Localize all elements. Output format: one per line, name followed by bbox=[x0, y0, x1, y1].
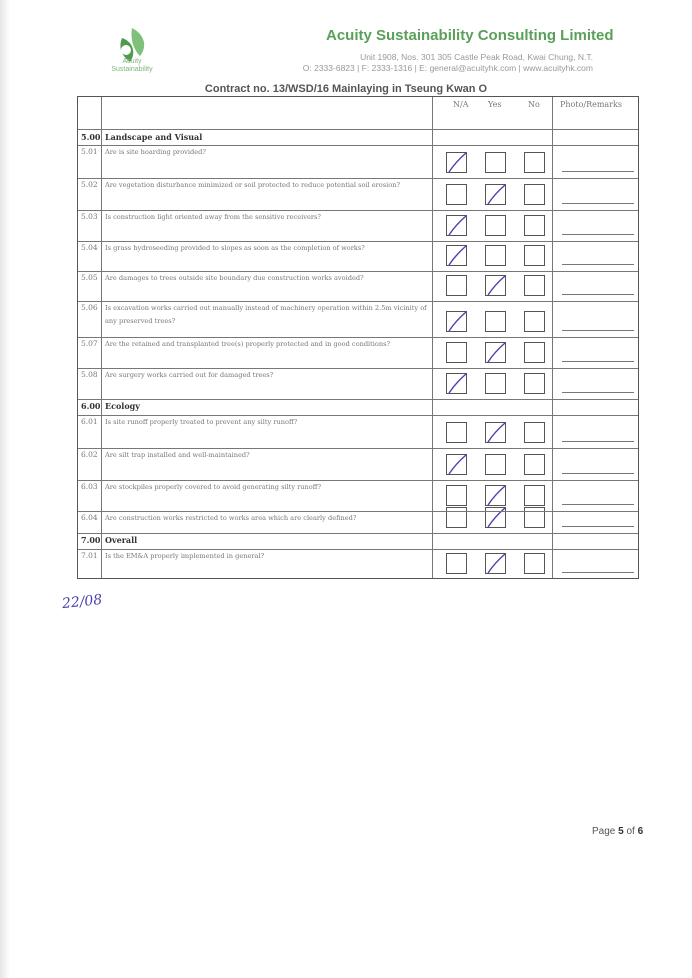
checklist-row bbox=[78, 368, 638, 399]
pen-tick-icon bbox=[445, 150, 469, 176]
row-divider bbox=[78, 337, 638, 338]
contract-title: Contract no. 13/WSD/16 Mainlaying in Tseung Kwan O bbox=[204, 83, 488, 95]
row-divider bbox=[78, 549, 638, 550]
item-number: 6.01 bbox=[81, 417, 98, 426]
checkbox-yes[interactable] bbox=[485, 342, 506, 363]
row-divider bbox=[78, 511, 638, 512]
item-question: Is the EM&A properly implemented in general? bbox=[105, 552, 265, 560]
row-divider bbox=[78, 210, 638, 211]
company-name: Acuity Sustainability Consulting Limited bbox=[326, 27, 614, 44]
section-row bbox=[78, 533, 638, 549]
remarks-line[interactable] bbox=[562, 526, 634, 527]
checkbox-na[interactable] bbox=[446, 422, 467, 443]
pen-tick-icon bbox=[484, 182, 508, 208]
row-divider bbox=[78, 533, 638, 534]
logo-caption: Acuity Sustainability bbox=[111, 58, 153, 73]
checkbox-no[interactable] bbox=[524, 215, 545, 236]
item-number: 5.00 bbox=[81, 132, 101, 142]
remarks-line[interactable] bbox=[562, 504, 634, 505]
checkbox-na[interactable] bbox=[446, 454, 467, 475]
checkbox-na[interactable] bbox=[446, 184, 467, 205]
item-number: 5.07 bbox=[81, 339, 98, 348]
pen-tick-icon bbox=[484, 551, 508, 577]
item-question: Are vegetation disturbance minimized or soil protected to reduce potential soil erosion? bbox=[105, 181, 401, 189]
company-contacts: O: 2333-6823 | F: 2333-1316 | E: general@acuityhk.com | www.acuityhk.com bbox=[302, 63, 593, 73]
checklist-row bbox=[78, 448, 638, 480]
page-current: 5 bbox=[618, 826, 624, 837]
row-divider bbox=[78, 178, 638, 179]
pen-tick-icon bbox=[484, 340, 508, 366]
remarks-line[interactable] bbox=[562, 441, 634, 442]
checkbox-na[interactable] bbox=[446, 553, 467, 574]
checklist-row bbox=[78, 511, 638, 533]
item-number: 6.03 bbox=[81, 482, 98, 491]
checkbox-na[interactable] bbox=[446, 152, 467, 173]
checkbox-no[interactable] bbox=[524, 553, 545, 574]
checkbox-yes[interactable] bbox=[485, 311, 506, 332]
row-divider bbox=[78, 271, 638, 272]
item-question: Is construction light oriented away from the sensitive receivers? bbox=[105, 213, 321, 221]
checkbox-na[interactable] bbox=[446, 342, 467, 363]
remarks-line[interactable] bbox=[562, 473, 634, 474]
pen-tick-icon bbox=[484, 505, 508, 531]
col-header-remarks: Photo/Remarks bbox=[560, 100, 622, 109]
checklist-row bbox=[78, 271, 638, 301]
item-question: Are the retained and transplanted tree(s) properly protected and in good conditions? bbox=[105, 340, 391, 348]
pen-tick-icon bbox=[445, 213, 469, 239]
checkbox-na[interactable] bbox=[446, 275, 467, 296]
checkbox-yes[interactable] bbox=[485, 422, 506, 443]
item-number: 5.06 bbox=[81, 303, 98, 312]
section-title: Landscape and Visual bbox=[105, 132, 203, 142]
checkbox-na[interactable] bbox=[446, 485, 467, 506]
pen-tick-icon bbox=[445, 243, 469, 269]
item-question: Are damages to trees outside site boundary due construction works avoided? bbox=[105, 274, 364, 282]
section-row bbox=[78, 399, 638, 415]
company-address: Unit 1908, Nos. 301 305 Castle Peak Road, Kwai Chung, N.T. bbox=[360, 52, 593, 62]
row-divider bbox=[78, 480, 638, 481]
item-number: 5.03 bbox=[81, 212, 98, 221]
checkbox-yes[interactable] bbox=[485, 245, 506, 266]
item-question: Is site runoff properly treated to prevent any silty runoff? bbox=[105, 418, 298, 426]
item-question: Are stockpiles properly covered to avoid generating silty runoff? bbox=[105, 483, 321, 491]
item-number: 5.01 bbox=[81, 147, 98, 156]
checklist-row bbox=[78, 145, 638, 178]
checkbox-no[interactable] bbox=[524, 485, 545, 506]
remarks-line[interactable] bbox=[562, 203, 634, 204]
checkbox-na[interactable] bbox=[446, 245, 467, 266]
col-header-yes: Yes bbox=[488, 100, 502, 109]
item-question: Are construction works restricted to works area which are clearly defined? bbox=[105, 514, 357, 522]
item-question: Are is site hoarding provided? bbox=[105, 148, 206, 156]
remarks-line[interactable] bbox=[562, 294, 634, 295]
checklist-row bbox=[78, 480, 638, 511]
page-number bbox=[592, 826, 643, 837]
row-divider bbox=[78, 415, 638, 416]
item-number: 6.00 bbox=[81, 401, 101, 411]
checklist-row bbox=[78, 301, 638, 337]
checkbox-yes[interactable] bbox=[485, 184, 506, 205]
checkbox-no[interactable] bbox=[524, 422, 545, 443]
checkbox-no[interactable] bbox=[524, 454, 545, 475]
remarks-line[interactable] bbox=[562, 392, 634, 393]
checkbox-no[interactable] bbox=[524, 184, 545, 205]
checkbox-no[interactable] bbox=[524, 342, 545, 363]
checkbox-yes[interactable] bbox=[485, 485, 506, 506]
row-divider bbox=[78, 368, 638, 369]
checkbox-na[interactable] bbox=[446, 311, 467, 332]
pen-tick-icon bbox=[484, 273, 508, 299]
checklist-row bbox=[78, 337, 638, 368]
row-divider bbox=[78, 399, 638, 400]
col-header-no: No bbox=[528, 100, 540, 109]
row-divider bbox=[78, 448, 638, 449]
remarks-line[interactable] bbox=[562, 572, 634, 573]
remarks-line[interactable] bbox=[562, 330, 634, 331]
checkbox-na[interactable] bbox=[446, 373, 467, 394]
item-number: 5.08 bbox=[81, 370, 98, 379]
checklist-table bbox=[77, 96, 639, 579]
pen-tick-icon bbox=[484, 420, 508, 446]
remarks-line[interactable] bbox=[562, 171, 634, 172]
checklist-row bbox=[78, 415, 638, 448]
handwritten-date: 22/08 bbox=[61, 591, 104, 613]
item-question: Is excavation works carried out manually instead of machinery operation within 2.5m vicinity of any preserved trees? bbox=[105, 304, 427, 325]
remarks-line[interactable] bbox=[562, 361, 634, 362]
checklist-row bbox=[78, 549, 638, 579]
pen-tick-icon bbox=[445, 371, 469, 397]
item-number: 5.04 bbox=[81, 243, 98, 252]
checkbox-no[interactable] bbox=[524, 373, 545, 394]
item-number: 6.04 bbox=[81, 513, 98, 522]
checkbox-yes[interactable] bbox=[485, 215, 506, 236]
item-number: 5.02 bbox=[81, 180, 98, 189]
item-question: Is grass hydroseeding provided to slopes as soon as the completion of works? bbox=[105, 244, 365, 252]
page-of: of bbox=[623, 826, 638, 837]
remarks-line[interactable] bbox=[562, 264, 634, 265]
row-divider bbox=[78, 145, 638, 146]
checkbox-no[interactable] bbox=[524, 245, 545, 266]
col-header-na: N/A bbox=[453, 100, 469, 109]
item-number: 7.00 bbox=[81, 535, 101, 545]
section-row bbox=[78, 130, 638, 145]
checkbox-no[interactable] bbox=[524, 152, 545, 173]
checklist-row bbox=[78, 178, 638, 210]
item-number: 5.05 bbox=[81, 273, 98, 282]
pen-tick-icon bbox=[445, 309, 469, 335]
checkbox-no[interactable] bbox=[524, 275, 545, 296]
scan-edge-shadow bbox=[0, 0, 10, 978]
checkbox-yes[interactable] bbox=[485, 275, 506, 296]
item-question: Are silt trap installed and well-maintained? bbox=[105, 451, 250, 459]
pen-tick-icon bbox=[445, 452, 469, 478]
section-title: Ecology bbox=[105, 401, 140, 411]
item-number: 6.02 bbox=[81, 450, 98, 459]
item-question: Are surgery works carried out for damaged trees? bbox=[105, 371, 274, 379]
checkbox-yes[interactable] bbox=[485, 553, 506, 574]
checkbox-yes[interactable] bbox=[485, 152, 506, 173]
item-number: 7.01 bbox=[81, 551, 98, 560]
checkbox-yes[interactable] bbox=[485, 373, 506, 394]
row-divider bbox=[78, 241, 638, 242]
page-prefix: Page bbox=[592, 826, 619, 837]
row-divider bbox=[78, 301, 638, 302]
checkbox-yes[interactable] bbox=[485, 454, 506, 475]
checkbox-no[interactable] bbox=[524, 311, 545, 332]
checklist-row bbox=[78, 241, 638, 271]
checklist-row bbox=[78, 210, 638, 241]
remarks-line[interactable] bbox=[562, 234, 634, 235]
checkbox-na[interactable] bbox=[446, 215, 467, 236]
section-title: Overall bbox=[105, 535, 138, 545]
page-total: 6 bbox=[637, 826, 644, 837]
